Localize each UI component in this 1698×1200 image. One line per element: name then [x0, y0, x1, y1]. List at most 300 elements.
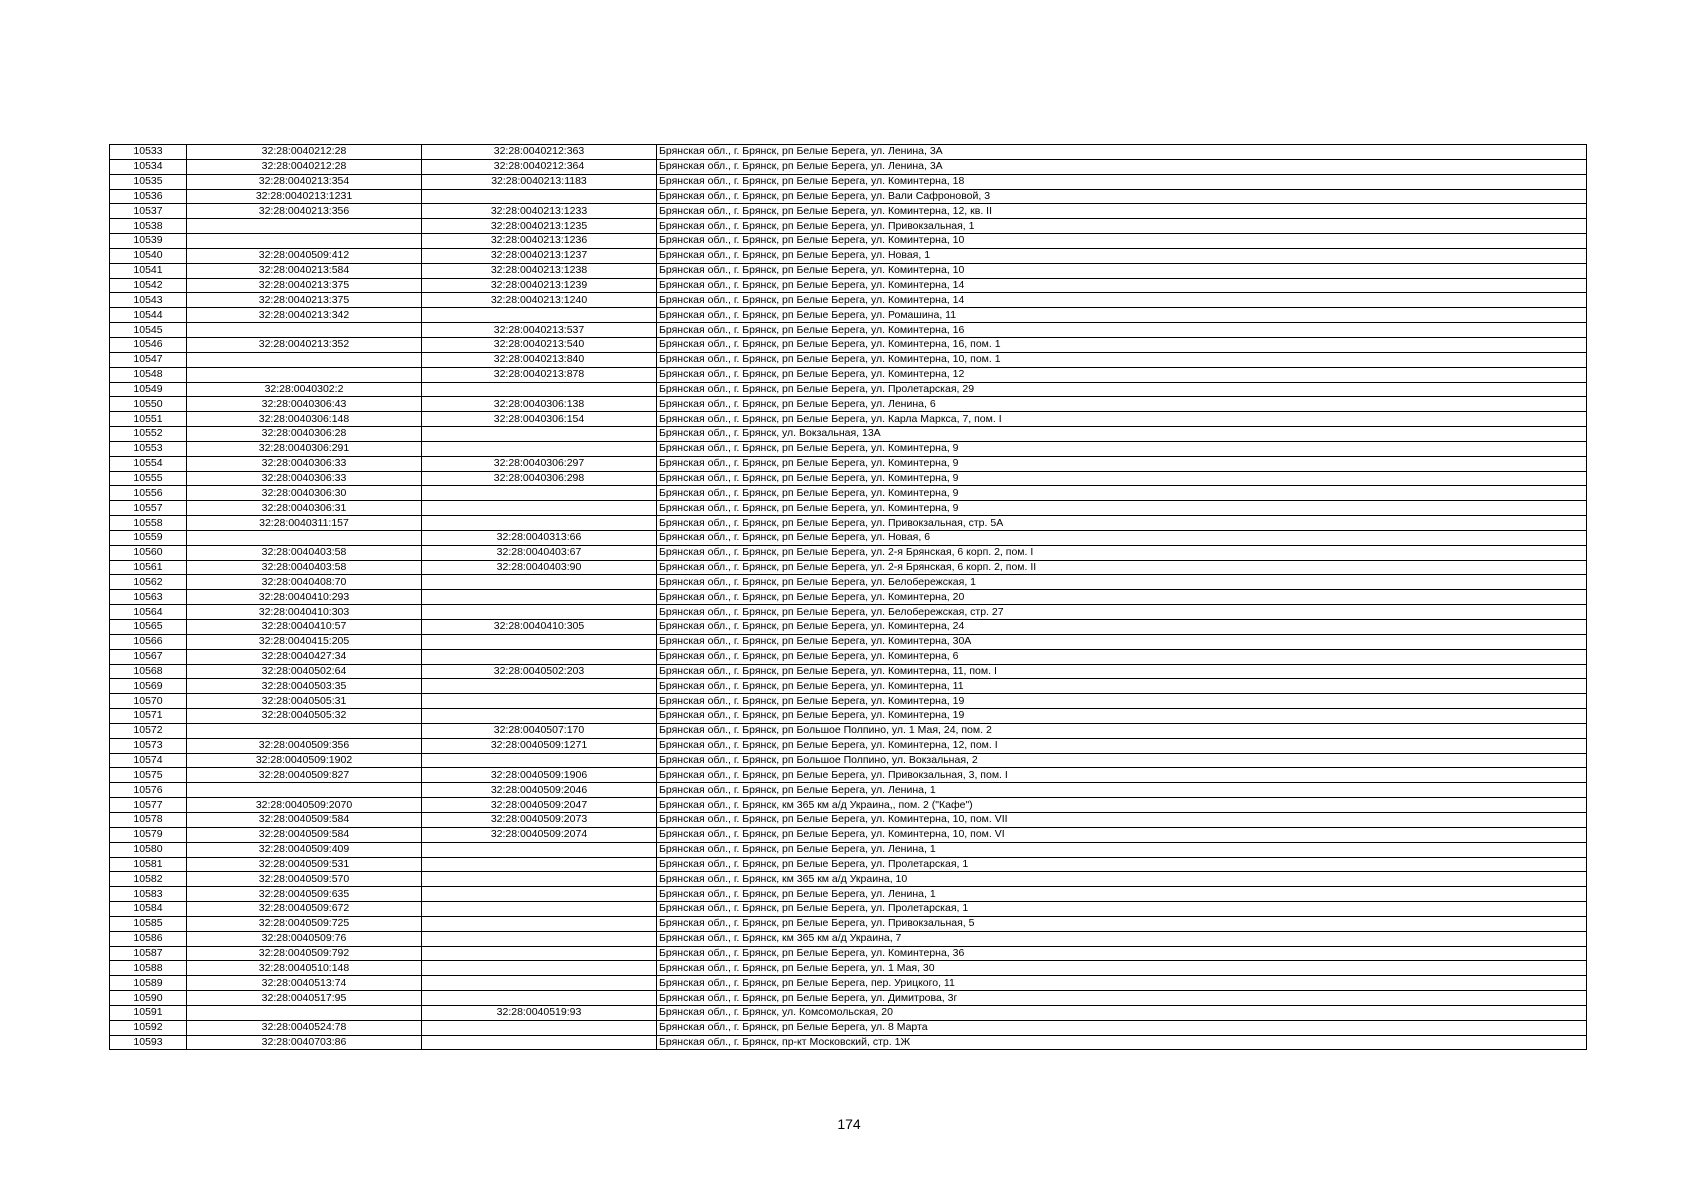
address-cell: Брянская обл., г. Брянск, рп Белые Берега, ул. Коминтерна, 12, пом. I: [657, 738, 1587, 753]
address-cell: Брянская обл., г. Брянск, рп Белые Берега, ул. Пролетарская, 29: [657, 382, 1587, 397]
cadastral-number-cell: 32:28:0040509:672: [187, 902, 422, 917]
table-row: [110, 516, 1587, 531]
object-cadastral-number-cell: 32:28:0040212:363: [422, 145, 657, 160]
row-number-cell: 10569: [110, 679, 187, 694]
object-cadastral-number-cell: 32:28:0040213:1240: [422, 293, 657, 308]
registry-table-body: [110, 145, 1587, 1050]
row-number-cell: 10549: [110, 382, 187, 397]
row-number-cell: 10584: [110, 902, 187, 917]
cadastral-number-cell: 32:28:0040306:148: [187, 412, 422, 427]
row-number-cell: 10564: [110, 605, 187, 620]
row-number-cell: 10565: [110, 620, 187, 635]
row-number-cell: 10586: [110, 931, 187, 946]
address-cell: Брянская обл., г. Брянск, рп Белые Берега, ул. Коминтерна, 12, кв. II: [657, 204, 1587, 219]
address-cell: Брянская обл., г. Брянск, рп Белые Берега, ул. Коминтерна, 18: [657, 174, 1587, 189]
address-cell: Брянская обл., г. Брянск, рп Белые Берега, ул. 1 Мая, 30: [657, 961, 1587, 976]
address-cell: Брянская обл., г. Брянск, рп Белые Берега, ул. Белобережская, стр. 27: [657, 605, 1587, 620]
table-row: [110, 545, 1587, 560]
table-row: [110, 768, 1587, 783]
address-cell: Брянская обл., г. Брянск, рп Белые Берега, ул. Коминтерна, 9: [657, 486, 1587, 501]
cadastral-number-cell: 32:28:0040302:2: [187, 382, 422, 397]
address-cell: Брянская обл., г. Брянск, рп Белые Берега, ул. Пролетарская, 1: [657, 857, 1587, 872]
table-row: [110, 827, 1587, 842]
table-row: [110, 560, 1587, 575]
row-number-cell: 10589: [110, 976, 187, 991]
cadastral-number-cell: 32:28:0040403:58: [187, 560, 422, 575]
table-row: [110, 961, 1587, 976]
table-row: [110, 887, 1587, 902]
row-number-cell: 10577: [110, 798, 187, 813]
cadastral-number-cell: 32:28:0040513:74: [187, 976, 422, 991]
object-cadastral-number-cell: [422, 946, 657, 961]
row-number-cell: 10542: [110, 278, 187, 293]
row-number-cell: 10543: [110, 293, 187, 308]
cadastral-number-cell: [187, 367, 422, 382]
table-row: [110, 278, 1587, 293]
row-number-cell: 10557: [110, 501, 187, 516]
address-cell: Брянская обл., г. Брянск, рп Большое Полпино, ул. 1 Мая, 24, пом. 2: [657, 723, 1587, 738]
object-cadastral-number-cell: [422, 753, 657, 768]
cadastral-number-cell: 32:28:0040403:58: [187, 545, 422, 560]
registry-table: [109, 144, 1587, 1050]
table-row: [110, 427, 1587, 442]
cadastral-number-cell: 32:28:0040509:792: [187, 946, 422, 961]
row-number-cell: 10578: [110, 812, 187, 827]
table-row: [110, 308, 1587, 323]
address-cell: Брянская обл., г. Брянск, рп Белые Берега, ул. Коминтерна, 10, пом. VII: [657, 812, 1587, 827]
object-cadastral-number-cell: [422, 694, 657, 709]
cadastral-number-cell: 32:28:0040213:356: [187, 204, 422, 219]
table-row: [110, 293, 1587, 308]
row-number-cell: 10572: [110, 723, 187, 738]
row-number-cell: 10591: [110, 1005, 187, 1020]
cadastral-number-cell: [187, 352, 422, 367]
object-cadastral-number-cell: [422, 842, 657, 857]
page-number: 174: [837, 1116, 861, 1132]
address-cell: Брянская обл., г. Брянск, рп Белые Берега, ул. Коминтерна, 10: [657, 263, 1587, 278]
row-number-cell: 10579: [110, 827, 187, 842]
object-cadastral-number-cell: [422, 887, 657, 902]
object-cadastral-number-cell: 32:28:0040509:2046: [422, 783, 657, 798]
address-cell: Брянская обл., г. Брянск, рп Белые Берега, ул. Коминтерна, 10: [657, 234, 1587, 249]
row-number-cell: 10567: [110, 649, 187, 664]
cadastral-number-cell: 32:28:0040509:409: [187, 842, 422, 857]
object-cadastral-number-cell: 32:28:0040509:2047: [422, 798, 657, 813]
row-number-cell: 10553: [110, 441, 187, 456]
table-row: [110, 189, 1587, 204]
object-cadastral-number-cell: 32:28:0040213:1235: [422, 219, 657, 234]
address-cell: Брянская обл., г. Брянск, рп Белые Берега, ул. Коминтерна, 10, пом. VI: [657, 827, 1587, 842]
object-cadastral-number-cell: 32:28:0040306:298: [422, 471, 657, 486]
row-number-cell: 10539: [110, 234, 187, 249]
address-cell: Брянская обл., г. Брянск, рп Белые Берега, ул. Коминтерна, 12: [657, 367, 1587, 382]
object-cadastral-number-cell: [422, 501, 657, 516]
row-number-cell: 10566: [110, 634, 187, 649]
address-cell: Брянская обл., г. Брянск, рп Белые Берега, ул. Коминтерна, 11, пом. I: [657, 664, 1587, 679]
address-cell: Брянская обл., г. Брянск, рп Белые Берега, ул. Новая, 6: [657, 530, 1587, 545]
address-cell: Брянская обл., г. Брянск, рп Белые Берега, ул. Пролетарская, 1: [657, 902, 1587, 917]
address-cell: Брянская обл., г. Брянск, рп Белые Берега, ул. Коминтерна, 16, пом. 1: [657, 337, 1587, 352]
cadastral-number-cell: 32:28:0040410:293: [187, 590, 422, 605]
address-cell: Брянская обл., г. Брянск, рп Белые Берега, пер. Урицкого, 11: [657, 976, 1587, 991]
address-cell: Брянская обл., г. Брянск, рп Белые Берега, ул. Ленина, 1: [657, 783, 1587, 798]
cadastral-number-cell: 32:28:0040306:33: [187, 456, 422, 471]
cadastral-number-cell: 32:28:0040509:584: [187, 827, 422, 842]
cadastral-number-cell: 32:28:0040306:291: [187, 441, 422, 456]
table-row: [110, 649, 1587, 664]
row-number-cell: 10575: [110, 768, 187, 783]
object-cadastral-number-cell: 32:28:0040213:878: [422, 367, 657, 382]
cadastral-number-cell: 32:28:0040502:64: [187, 664, 422, 679]
table-row: [110, 382, 1587, 397]
row-number-cell: 10580: [110, 842, 187, 857]
object-cadastral-number-cell: 32:28:0040213:840: [422, 352, 657, 367]
cadastral-number-cell: 32:28:0040509:531: [187, 857, 422, 872]
object-cadastral-number-cell: 32:28:0040410:305: [422, 620, 657, 635]
row-number-cell: 10590: [110, 991, 187, 1006]
cadastral-number-cell: 32:28:0040306:30: [187, 486, 422, 501]
object-cadastral-number-cell: 32:28:0040213:540: [422, 337, 657, 352]
address-cell: Брянская обл., г. Брянск, рп Белые Берега, ул. Привокзальная, 5: [657, 916, 1587, 931]
object-cadastral-number-cell: 32:28:0040509:1906: [422, 768, 657, 783]
row-number-cell: 10534: [110, 159, 187, 174]
cadastral-number-cell: 32:28:0040213:354: [187, 174, 422, 189]
table-row: [110, 501, 1587, 516]
address-cell: Брянская обл., г. Брянск, рп Белые Берега, ул. 8 Марта: [657, 1020, 1587, 1035]
table-row: [110, 931, 1587, 946]
address-cell: Брянская обл., г. Брянск, рп Белые Берега, ул. Коминтерна, 20: [657, 590, 1587, 605]
object-cadastral-number-cell: [422, 575, 657, 590]
cadastral-number-cell: 32:28:0040306:43: [187, 397, 422, 412]
row-number-cell: 10537: [110, 204, 187, 219]
address-cell: Брянская обл., г. Брянск, рп Белые Берега, ул. Белобережская, 1: [657, 575, 1587, 590]
cadastral-number-cell: 32:28:0040311:157: [187, 516, 422, 531]
address-cell: Брянская обл., г. Брянск, рп Белые Берега, ул. Карла Маркса, 7, пом. I: [657, 412, 1587, 427]
object-cadastral-number-cell: 32:28:0040502:203: [422, 664, 657, 679]
row-number-cell: 10559: [110, 530, 187, 545]
table-row: [110, 352, 1587, 367]
cadastral-number-cell: 32:28:0040505:31: [187, 694, 422, 709]
cadastral-number-cell: 32:28:0040415:205: [187, 634, 422, 649]
object-cadastral-number-cell: 32:28:0040212:364: [422, 159, 657, 174]
object-cadastral-number-cell: [422, 486, 657, 501]
cadastral-number-cell: 32:28:0040503:35: [187, 679, 422, 694]
cadastral-number-cell: 32:28:0040213:375: [187, 278, 422, 293]
cadastral-number-cell: 32:28:0040306:33: [187, 471, 422, 486]
row-number-cell: 10561: [110, 560, 187, 575]
cadastral-number-cell: 32:28:0040509:827: [187, 768, 422, 783]
cadastral-number-cell: 32:28:0040306:31: [187, 501, 422, 516]
object-cadastral-number-cell: [422, 1035, 657, 1050]
cadastral-number-cell: 32:28:0040410:57: [187, 620, 422, 635]
address-cell: Брянская обл., г. Брянск, рп Белые Берега, ул. Вали Сафроновой, 3: [657, 189, 1587, 204]
row-number-cell: 10533: [110, 145, 187, 160]
cadastral-number-cell: 32:28:0040306:28: [187, 427, 422, 442]
table-row: [110, 367, 1587, 382]
row-number-cell: 10552: [110, 427, 187, 442]
cadastral-number-cell: 32:28:0040212:28: [187, 159, 422, 174]
address-cell: Брянская обл., г. Брянск, рп Большое Полпино, ул. Вокзальная, 2: [657, 753, 1587, 768]
row-number-cell: 10568: [110, 664, 187, 679]
cadastral-number-cell: 32:28:0040509:2070: [187, 798, 422, 813]
table-row: [110, 842, 1587, 857]
table-row: [110, 709, 1587, 724]
row-number-cell: 10582: [110, 872, 187, 887]
row-number-cell: 10588: [110, 961, 187, 976]
object-cadastral-number-cell: 32:28:0040213:537: [422, 323, 657, 338]
address-cell: Брянская обл., г. Брянск, рп Белые Берега, ул. Привокзальная, 3, пом. I: [657, 768, 1587, 783]
address-cell: Брянская обл., г. Брянск, пр-кт Московский, стр. 1Ж: [657, 1035, 1587, 1050]
cadastral-number-cell: 32:28:0040408:70: [187, 575, 422, 590]
object-cadastral-number-cell: [422, 516, 657, 531]
address-cell: Брянская обл., г. Брянск, рп Белые Берега, ул. Привокзальная, стр. 5А: [657, 516, 1587, 531]
row-number-cell: 10545: [110, 323, 187, 338]
row-number-cell: 10546: [110, 337, 187, 352]
table-row: [110, 620, 1587, 635]
row-number-cell: 10547: [110, 352, 187, 367]
row-number-cell: 10583: [110, 887, 187, 902]
table-row: [110, 174, 1587, 189]
cadastral-number-cell: 32:28:0040509:1902: [187, 753, 422, 768]
row-number-cell: 10558: [110, 516, 187, 531]
row-number-cell: 10581: [110, 857, 187, 872]
address-cell: Брянская обл., г. Брянск, рп Белые Берега, ул. Коминтерна, 10, пом. 1: [657, 352, 1587, 367]
table-row: [110, 471, 1587, 486]
address-cell: Брянская обл., г. Брянск, рп Белые Берега, ул. Ленина, 1: [657, 842, 1587, 857]
object-cadastral-number-cell: 32:28:0040213:1236: [422, 234, 657, 249]
object-cadastral-number-cell: [422, 441, 657, 456]
table-row: [110, 204, 1587, 219]
object-cadastral-number-cell: [422, 916, 657, 931]
table-row: [110, 812, 1587, 827]
cadastral-number-cell: 32:28:0040505:32: [187, 709, 422, 724]
row-number-cell: 10563: [110, 590, 187, 605]
cadastral-number-cell: 32:28:0040517:95: [187, 991, 422, 1006]
object-cadastral-number-cell: 32:28:0040313:66: [422, 530, 657, 545]
object-cadastral-number-cell: [422, 709, 657, 724]
table-row: [110, 634, 1587, 649]
object-cadastral-number-cell: 32:28:0040507:170: [422, 723, 657, 738]
cadastral-number-cell: [187, 219, 422, 234]
row-number-cell: 10535: [110, 174, 187, 189]
cadastral-number-cell: 32:28:0040410:303: [187, 605, 422, 620]
table-row: [110, 723, 1587, 738]
row-number-cell: 10585: [110, 916, 187, 931]
row-number-cell: 10544: [110, 308, 187, 323]
cadastral-number-cell: 32:28:0040427:34: [187, 649, 422, 664]
address-cell: Брянская обл., г. Брянск, рп Белые Берега, ул. Коминтерна, 30А: [657, 634, 1587, 649]
row-number-cell: 10592: [110, 1020, 187, 1035]
address-cell: Брянская обл., г. Брянск, рп Белые Берега, ул. Коминтерна, 11: [657, 679, 1587, 694]
address-cell: Брянская обл., г. Брянск, рп Белые Берега, ул. Новая, 1: [657, 248, 1587, 263]
table-row: [110, 753, 1587, 768]
object-cadastral-number-cell: 32:28:0040306:154: [422, 412, 657, 427]
address-cell: Брянская обл., г. Брянск, рп Белые Берега, ул. Ленина, 6: [657, 397, 1587, 412]
address-cell: Брянская обл., г. Брянск, рп Белые Берега, ул. Коминтерна, 14: [657, 278, 1587, 293]
cadastral-number-cell: 32:28:0040509:725: [187, 916, 422, 931]
object-cadastral-number-cell: 32:28:0040213:1183: [422, 174, 657, 189]
row-number-cell: 10551: [110, 412, 187, 427]
row-number-cell: 10541: [110, 263, 187, 278]
table-row: [110, 456, 1587, 471]
row-number-cell: 10550: [110, 397, 187, 412]
cadastral-number-cell: 32:28:0040213:1231: [187, 189, 422, 204]
cadastral-number-cell: 32:28:0040509:635: [187, 887, 422, 902]
table-row: [110, 248, 1587, 263]
table-row: [110, 976, 1587, 991]
table-row: [110, 263, 1587, 278]
row-number-cell: 10538: [110, 219, 187, 234]
cadastral-number-cell: 32:28:0040509:356: [187, 738, 422, 753]
object-cadastral-number-cell: [422, 382, 657, 397]
table-row: [110, 872, 1587, 887]
row-number-cell: 10548: [110, 367, 187, 382]
row-number-cell: 10593: [110, 1035, 187, 1050]
row-number-cell: 10555: [110, 471, 187, 486]
table-row: [110, 486, 1587, 501]
table-row: [110, 337, 1587, 352]
object-cadastral-number-cell: [422, 649, 657, 664]
cadastral-number-cell: 32:28:0040212:28: [187, 145, 422, 160]
object-cadastral-number-cell: [422, 189, 657, 204]
table-row: [110, 664, 1587, 679]
table-row: [110, 159, 1587, 174]
address-cell: Брянская обл., г. Брянск, рп Белые Берега, ул. Коминтерна, 16: [657, 323, 1587, 338]
address-cell: Брянская обл., г. Брянск, рп Белые Берега, ул. Коминтерна, 9: [657, 501, 1587, 516]
address-cell: Брянская обл., г. Брянск, рп Белые Берега, ул. Коминтерна, 19: [657, 709, 1587, 724]
table-row: [110, 946, 1587, 961]
address-cell: Брянская обл., г. Брянск, рп Белые Берега, ул. Ромашина, 11: [657, 308, 1587, 323]
table-row: [110, 234, 1587, 249]
table-row: [110, 530, 1587, 545]
table-row: [110, 590, 1587, 605]
table-row: [110, 397, 1587, 412]
row-number-cell: 10540: [110, 248, 187, 263]
table-row: [110, 783, 1587, 798]
cadastral-number-cell: 32:28:0040213:352: [187, 337, 422, 352]
table-row: [110, 1035, 1587, 1050]
cadastral-number-cell: 32:28:0040510:148: [187, 961, 422, 976]
row-number-cell: 10536: [110, 189, 187, 204]
table-row: [110, 575, 1587, 590]
cadastral-number-cell: 32:28:0040703:86: [187, 1035, 422, 1050]
object-cadastral-number-cell: [422, 1020, 657, 1035]
address-cell: Брянская обл., г. Брянск, рп Белые Берега, ул. Коминтерна, 9: [657, 441, 1587, 456]
object-cadastral-number-cell: [422, 991, 657, 1006]
table-row: [110, 902, 1587, 917]
row-number-cell: 10556: [110, 486, 187, 501]
table-row: [110, 1005, 1587, 1020]
object-cadastral-number-cell: [422, 679, 657, 694]
cadastral-number-cell: 32:28:0040509:584: [187, 812, 422, 827]
table-row: [110, 605, 1587, 620]
cadastral-number-cell: 32:28:0040509:570: [187, 872, 422, 887]
table-row: [110, 694, 1587, 709]
row-number-cell: 10574: [110, 753, 187, 768]
cadastral-number-cell: [187, 234, 422, 249]
object-cadastral-number-cell: 32:28:0040403:90: [422, 560, 657, 575]
object-cadastral-number-cell: [422, 590, 657, 605]
row-number-cell: 10571: [110, 709, 187, 724]
cadastral-number-cell: [187, 783, 422, 798]
cadastral-number-cell: 32:28:0040213:342: [187, 308, 422, 323]
address-cell: Брянская обл., г. Брянск, рп Белые Берега, ул. Привокзальная, 1: [657, 219, 1587, 234]
address-cell: Брянская обл., г. Брянск, рп Белые Берега, ул. Коминтерна, 36: [657, 946, 1587, 961]
row-number-cell: 10554: [110, 456, 187, 471]
table-row: [110, 798, 1587, 813]
object-cadastral-number-cell: 32:28:0040213:1237: [422, 248, 657, 263]
row-number-cell: 10587: [110, 946, 187, 961]
cadastral-number-cell: [187, 723, 422, 738]
row-number-cell: 10570: [110, 694, 187, 709]
address-cell: Брянская обл., г. Брянск, км 365 км а/д Украина, 7: [657, 931, 1587, 946]
table-row: [110, 738, 1587, 753]
address-cell: Брянская обл., г. Брянск, км 365 км а/д Украина, 10: [657, 872, 1587, 887]
cadastral-number-cell: [187, 1005, 422, 1020]
cadastral-number-cell: [187, 323, 422, 338]
table-row: [110, 916, 1587, 931]
address-cell: Брянская обл., г. Брянск, рп Белые Берега, ул. Коминтерна, 14: [657, 293, 1587, 308]
object-cadastral-number-cell: [422, 634, 657, 649]
table-row: [110, 145, 1587, 160]
object-cadastral-number-cell: [422, 931, 657, 946]
address-cell: Брянская обл., г. Брянск, рп Белые Берега, ул. Ленина, 3А: [657, 159, 1587, 174]
table-row: [110, 323, 1587, 338]
table-row: [110, 412, 1587, 427]
cadastral-number-cell: 32:28:0040213:584: [187, 263, 422, 278]
cadastral-number-cell: 32:28:0040509:76: [187, 931, 422, 946]
object-cadastral-number-cell: 32:28:0040509:2074: [422, 827, 657, 842]
object-cadastral-number-cell: 32:28:0040509:1271: [422, 738, 657, 753]
table-row: [110, 857, 1587, 872]
address-cell: Брянская обл., г. Брянск, ул. Вокзальная, 13А: [657, 427, 1587, 442]
address-cell: Брянская обл., г. Брянск, рп Белые Берега, ул. Коминтерна, 19: [657, 694, 1587, 709]
object-cadastral-number-cell: 32:28:0040509:2073: [422, 812, 657, 827]
object-cadastral-number-cell: 32:28:0040403:67: [422, 545, 657, 560]
object-cadastral-number-cell: 32:28:0040213:1239: [422, 278, 657, 293]
object-cadastral-number-cell: [422, 872, 657, 887]
object-cadastral-number-cell: 32:28:0040213:1233: [422, 204, 657, 219]
address-cell: Брянская обл., г. Брянск, рп Белые Берега, ул. Коминтерна, 9: [657, 456, 1587, 471]
table-row: [110, 441, 1587, 456]
row-number-cell: 10562: [110, 575, 187, 590]
cadastral-number-cell: 32:28:0040524:78: [187, 1020, 422, 1035]
address-cell: Брянская обл., г. Брянск, рп Белые Берега, ул. Коминтерна, 9: [657, 471, 1587, 486]
object-cadastral-number-cell: 32:28:0040306:138: [422, 397, 657, 412]
object-cadastral-number-cell: 32:28:0040213:1238: [422, 263, 657, 278]
table-row: [110, 219, 1587, 234]
object-cadastral-number-cell: [422, 427, 657, 442]
table-row: [110, 1020, 1587, 1035]
cadastral-number-cell: [187, 530, 422, 545]
cadastral-number-cell: 32:28:0040509:412: [187, 248, 422, 263]
row-number-cell: 10573: [110, 738, 187, 753]
object-cadastral-number-cell: [422, 857, 657, 872]
address-cell: Брянская обл., г. Брянск, рп Белые Берега, ул. Коминтерна, 6: [657, 649, 1587, 664]
object-cadastral-number-cell: 32:28:0040519:93: [422, 1005, 657, 1020]
cadastral-number-cell: 32:28:0040213:375: [187, 293, 422, 308]
address-cell: Брянская обл., г. Брянск, рп Белые Берега, ул. 2-я Брянская, 6 корп. 2, пом. II: [657, 560, 1587, 575]
address-cell: Брянская обл., г. Брянск, рп Белые Берега, ул. Ленина, 1: [657, 887, 1587, 902]
object-cadastral-number-cell: [422, 902, 657, 917]
object-cadastral-number-cell: [422, 605, 657, 620]
address-cell: Брянская обл., г. Брянск, рп Белые Берега, ул. Димитрова, 3г: [657, 991, 1587, 1006]
table-row: [110, 991, 1587, 1006]
table-row: [110, 679, 1587, 694]
row-number-cell: 10560: [110, 545, 187, 560]
address-cell: Брянская обл., г. Брянск, ул. Комсомольская, 20: [657, 1005, 1587, 1020]
object-cadastral-number-cell: [422, 976, 657, 991]
